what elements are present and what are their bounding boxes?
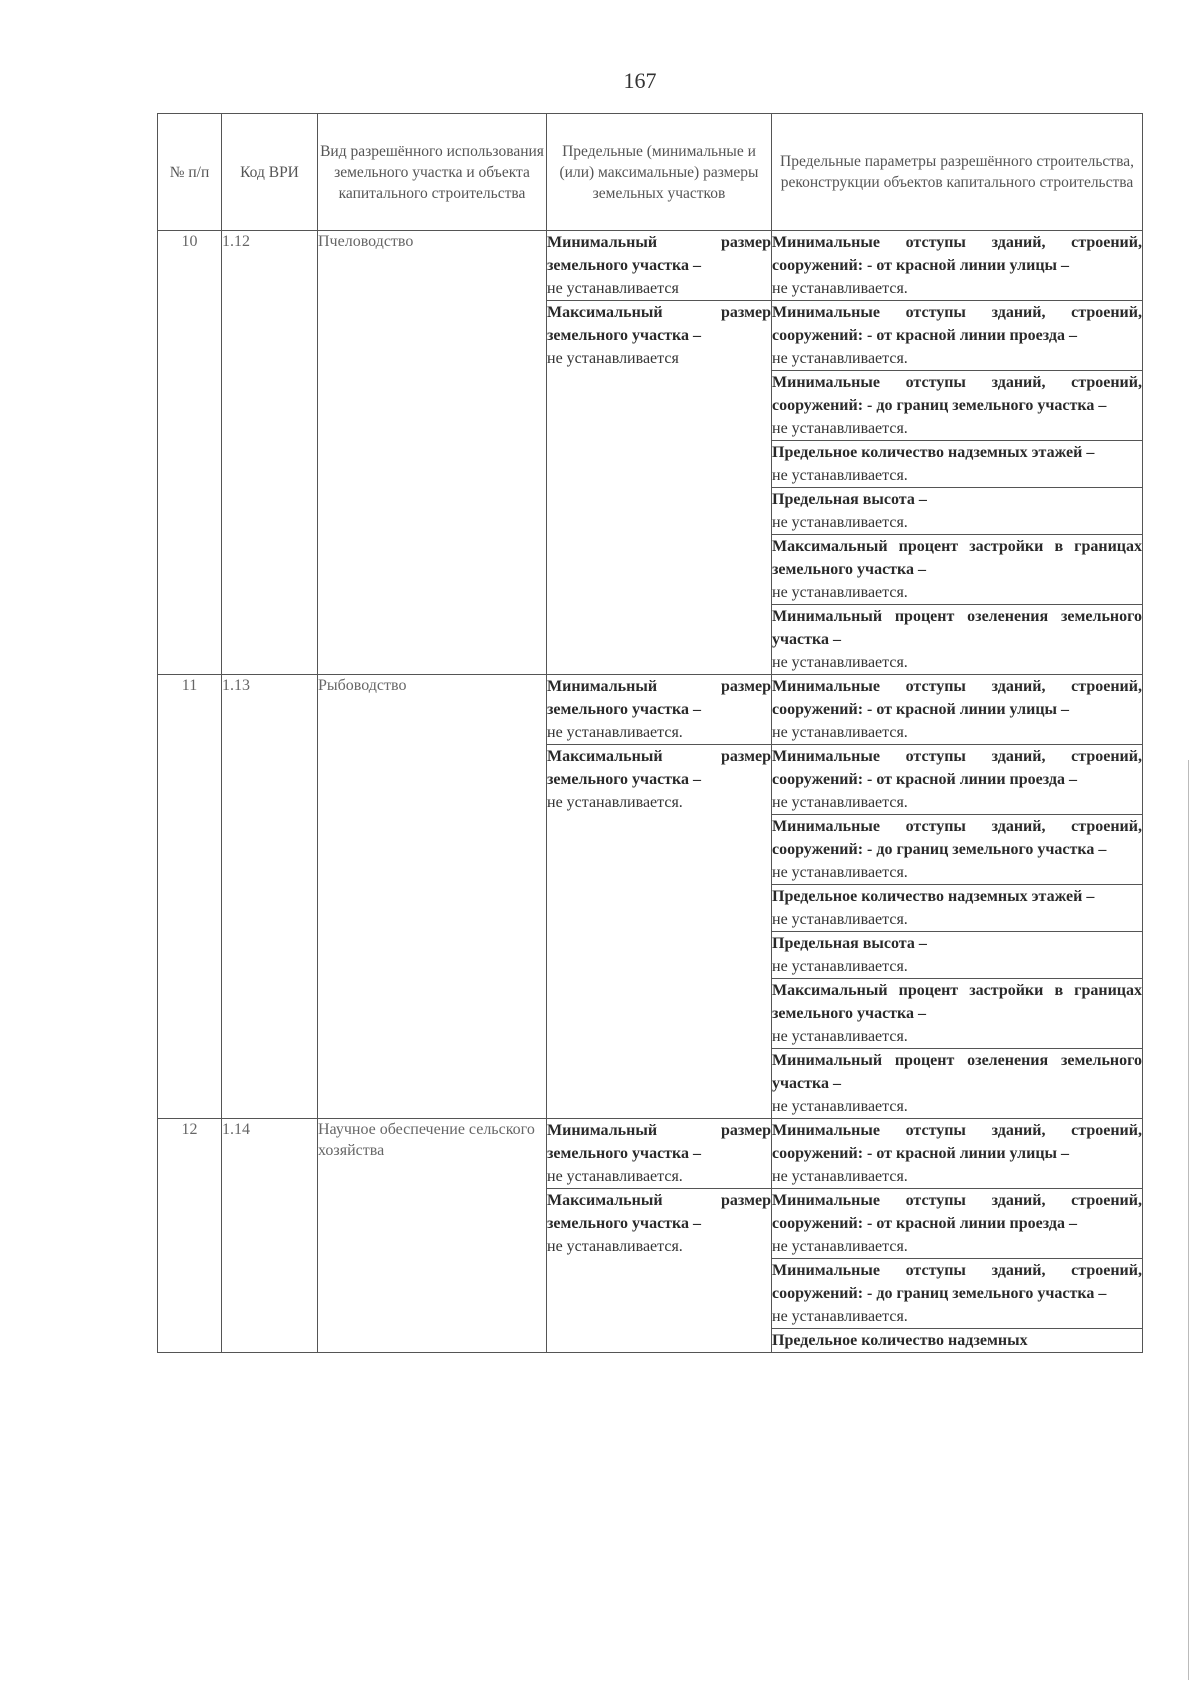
param-cell	[772, 1119, 1143, 1189]
param-head: Максимальный процент застройки в границах земельного участка –	[772, 982, 1142, 1022]
param-cell	[772, 535, 1143, 605]
param-value: не устанавливается.	[772, 864, 908, 881]
param-cell	[772, 932, 1143, 979]
param-value: не устанавливается.	[772, 794, 908, 811]
size-value: не устанавливается	[547, 280, 679, 297]
param-cell	[772, 1049, 1143, 1119]
size-cell	[547, 301, 772, 675]
param-cell	[772, 488, 1143, 535]
param-head: Минимальные отступы зданий, строений, сооружений: - от красной линии улицы –	[772, 678, 1142, 718]
size-value: не устанавливается.	[547, 724, 683, 741]
param-value: не устанавливается.	[772, 1308, 908, 1325]
table-row	[158, 1119, 1143, 1189]
param-cell	[772, 441, 1143, 488]
param-value: не устанавливается.	[772, 467, 908, 484]
param-head: Предельная высота –	[772, 491, 927, 508]
table-header-row	[158, 114, 1143, 231]
header-params: Предельные параметры разрешённого строительства, реконструкции объектов капитального строительства	[772, 114, 1143, 231]
table-row	[158, 231, 1143, 301]
param-head: Минимальные отступы зданий, строений, сооружений: - от красной линии проезда –	[772, 304, 1142, 344]
size-head: Минимальный размер земельного участка –	[547, 1122, 771, 1162]
param-value: не устанавливается.	[772, 1168, 908, 1185]
param-cell	[772, 301, 1143, 371]
param-head: Минимальный процент озеленения земельного участка –	[772, 1052, 1142, 1092]
size-cell	[547, 675, 772, 745]
param-cell	[772, 885, 1143, 932]
size-head: Минимальный размер земельного участка –	[547, 678, 771, 718]
size-cell	[547, 231, 772, 301]
param-value: не устанавливается.	[772, 420, 908, 437]
param-head: Предельная высота –	[772, 935, 927, 952]
size-cell	[547, 1189, 772, 1353]
param-head: Минимальные отступы зданий, строений, сооружений: - от красной линии улицы –	[772, 234, 1142, 274]
param-head: Минимальные отступы зданий, строений, сооружений: - до границ земельного участка –	[772, 374, 1142, 414]
param-cell	[772, 231, 1143, 301]
param-cell	[772, 815, 1143, 885]
param-head: Минимальные отступы зданий, строений, сооружений: - от красной линии улицы –	[772, 1122, 1142, 1162]
row-kind: Рыбоводство	[318, 675, 547, 1119]
row-num: 12	[158, 1119, 222, 1353]
row-num: 11	[158, 675, 222, 1119]
param-head: Предельное количество надземных	[772, 1332, 1028, 1349]
param-cell	[772, 675, 1143, 745]
param-head: Минимальные отступы зданий, строений, сооружений: - до границ земельного участка –	[772, 1262, 1142, 1302]
row-num: 10	[158, 231, 222, 675]
row-code: 1.13	[222, 675, 318, 1119]
header-sizes: Предельные (минимальные и (или) максимальные) размеры земельных участков	[547, 114, 772, 231]
size-head: Максимальный размер земельного участка –	[547, 748, 771, 788]
row-code: 1.14	[222, 1119, 318, 1353]
row-kind: Пчеловодство	[318, 231, 547, 675]
param-cell	[772, 979, 1143, 1049]
row-code: 1.12	[222, 231, 318, 675]
size-value: не устанавливается.	[547, 1238, 683, 1255]
param-head: Минимальные отступы зданий, строений, сооружений: - от красной линии проезда –	[772, 1192, 1142, 1232]
param-cell	[772, 1189, 1143, 1259]
size-value: не устанавливается.	[547, 794, 683, 811]
row-kind: Научное обеспечение сельского хозяйства	[318, 1119, 547, 1353]
param-head: Минимальный процент озеленения земельного участка –	[772, 608, 1142, 648]
param-value: не устанавливается.	[772, 724, 908, 741]
param-value: не устанавливается.	[772, 958, 908, 975]
page-number: 167	[623, 68, 657, 93]
param-value: не устанавливается.	[772, 654, 908, 671]
param-value: не устанавливается.	[772, 514, 908, 531]
table-body	[158, 231, 1143, 1353]
param-head: Предельное количество надземных этажей –	[772, 888, 1095, 905]
size-value: не устанавливается	[547, 350, 679, 367]
param-value: не устанавливается.	[772, 911, 908, 928]
size-head: Минимальный размер земельного участка –	[547, 234, 771, 274]
size-value: не устанавливается.	[547, 1168, 683, 1185]
param-value: не устанавливается.	[772, 1238, 908, 1255]
table-row	[158, 675, 1143, 745]
param-cell	[772, 1329, 1143, 1353]
size-head: Максимальный размер земельного участка –	[547, 1192, 771, 1232]
header-kind: Вид разрешённого использования земельного участка и объекта капитального строительства	[318, 114, 547, 231]
param-cell	[772, 605, 1143, 675]
param-head: Минимальные отступы зданий, строений, сооружений: - от красной линии проезда –	[772, 748, 1142, 788]
param-value: не устанавливается.	[772, 1028, 908, 1045]
param-value: не устанавливается.	[772, 280, 908, 297]
param-value: не устанавливается.	[772, 584, 908, 601]
size-cell	[547, 1119, 772, 1189]
header-code: Код ВРИ	[222, 114, 318, 231]
param-value: не устанавливается.	[772, 350, 908, 367]
size-cell	[547, 745, 772, 1119]
param-head: Максимальный процент застройки в границах земельного участка –	[772, 538, 1142, 578]
param-value: не устанавливается.	[772, 1098, 908, 1115]
regulations-table	[157, 113, 1143, 1353]
header-num: № п/п	[158, 114, 222, 231]
param-cell	[772, 745, 1143, 815]
param-head: Минимальные отступы зданий, строений, сооружений: - до границ земельного участка –	[772, 818, 1142, 858]
size-head: Максимальный размер земельного участка –	[547, 304, 771, 344]
param-cell	[772, 371, 1143, 441]
param-head: Предельное количество надземных этажей –	[772, 444, 1095, 461]
param-cell	[772, 1259, 1143, 1329]
scan-edge-line	[1188, 760, 1189, 1680]
